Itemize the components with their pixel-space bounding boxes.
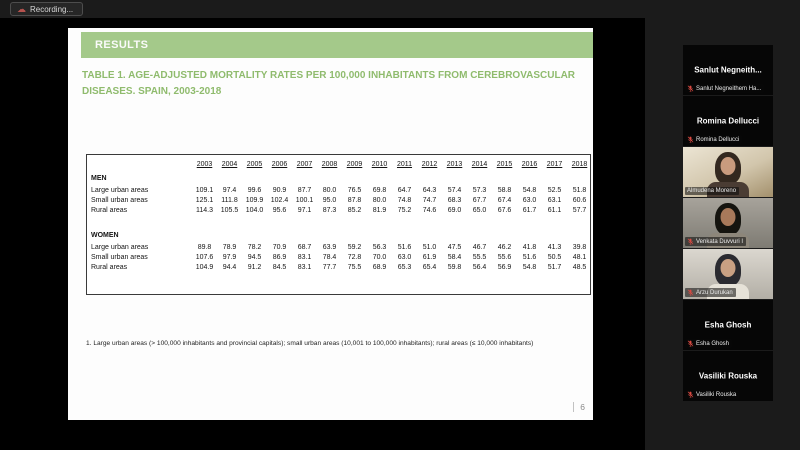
rate-value: 87.7 (297, 186, 312, 194)
rate-value: 57.4 (447, 186, 462, 194)
rate-value: 58.4 (447, 253, 462, 261)
year-header: 2008 (321, 161, 338, 168)
rate-value: 94.4 (222, 263, 237, 271)
rate-value: 87.8 (347, 196, 362, 204)
year-header: 2003 (196, 161, 213, 168)
slide-title: TABLE 1. AGE-ADJUSTED MORTALITY RATES PER 100,000 INHABITANTS FROM CEREBROVASCULAR DISEASES. SPAIN, 2003-2018 (82, 70, 576, 97)
year-header: 2013 (446, 161, 463, 168)
rate-value: 97.9 (222, 253, 237, 261)
rate-value: 90.9 (272, 186, 287, 194)
table-row (87, 242, 592, 252)
row-label: Rural areas (91, 263, 128, 271)
rate-value: 58.8 (497, 186, 512, 194)
rate-value: 59.2 (347, 243, 362, 251)
participant-name-tag (685, 390, 739, 399)
rate-value: 63.0 (522, 196, 537, 204)
rate-value: 81.9 (372, 206, 387, 214)
rate-value: 72.8 (347, 253, 362, 261)
rate-value: 94.5 (247, 253, 262, 261)
year-header: 2016 (521, 161, 538, 168)
rate-value: 57.3 (472, 186, 487, 194)
participant-name-tag (685, 288, 736, 297)
rate-value: 60.6 (572, 196, 587, 204)
rate-value: 67.7 (472, 196, 487, 204)
rate-value: 63.9 (322, 243, 337, 251)
rate-value: 61.1 (547, 206, 562, 214)
rate-value: 83.1 (297, 263, 312, 271)
rate-value: 104.9 (195, 263, 214, 271)
rate-value: 67.4 (497, 196, 512, 204)
table-row (87, 195, 592, 205)
slide-page-number (573, 402, 585, 412)
page-number-value: 6 (580, 402, 585, 412)
presentation-slide (68, 28, 593, 420)
year-header: 2010 (371, 161, 388, 168)
participant-name-tag (685, 135, 742, 144)
participant-tile[interactable] (683, 45, 773, 95)
rate-value: 65.3 (397, 263, 412, 271)
year-header: 2009 (346, 161, 363, 168)
recording-label: Recording... (30, 4, 74, 14)
rate-value: 86.9 (272, 253, 287, 261)
participant-name-tag (685, 187, 739, 195)
row-label: Small urban areas (91, 196, 148, 204)
muted-mic-icon (687, 136, 694, 143)
rate-value: 84.5 (272, 263, 287, 271)
row-label: Large urban areas (91, 243, 149, 251)
rate-value: 48.1 (572, 253, 587, 261)
screen-share-area (0, 18, 645, 450)
rate-value: 46.2 (497, 243, 512, 251)
rate-value: 56.4 (472, 263, 487, 271)
year-header: 2012 (421, 161, 438, 168)
rate-value: 104.0 (245, 206, 264, 214)
recording-indicator[interactable] (10, 2, 83, 16)
rate-value: 63.1 (547, 196, 562, 204)
rate-value: 70.9 (272, 243, 287, 251)
rate-value: 61.9 (422, 253, 437, 261)
participant-tile[interactable] (683, 96, 773, 146)
rate-value: 51.6 (397, 243, 412, 251)
top-bar (0, 0, 800, 18)
rate-value: 63.0 (397, 253, 412, 261)
rate-value: 64.7 (397, 186, 412, 194)
muted-mic-icon (687, 85, 694, 92)
participant-tiles (683, 45, 773, 402)
rate-value: 69.0 (447, 206, 462, 214)
participant-label: Romina Dellucci (696, 136, 740, 143)
rate-value: 64.3 (422, 186, 437, 194)
rate-value: 99.6 (247, 186, 262, 194)
participant-name: Romina Dellucci (696, 116, 760, 126)
slide-section-header: RESULTS (81, 32, 593, 58)
rate-value: 74.8 (397, 196, 412, 204)
row-label: Rural areas (91, 206, 128, 214)
rate-value: 68.7 (297, 243, 312, 251)
participant-label: Almudena Moreno (687, 188, 737, 194)
rate-value: 51.8 (572, 186, 587, 194)
rate-value: 52.5 (547, 186, 562, 194)
rate-value: 95.6 (272, 206, 287, 214)
year-header: 2006 (271, 161, 288, 168)
rate-value: 50.5 (547, 253, 562, 261)
person-head (721, 208, 736, 226)
rate-value: 68.9 (372, 263, 387, 271)
rate-value: 111.8 (221, 196, 238, 204)
year-header: 2005 (246, 161, 263, 168)
rate-value: 51.0 (422, 243, 437, 251)
participant-name: Esha Ghosh (704, 320, 752, 330)
rate-value: 109.9 (245, 196, 264, 204)
cloud-recording-icon: ☁ (17, 3, 26, 14)
rate-value: 59.8 (447, 263, 462, 271)
participant-tile[interactable] (683, 198, 773, 248)
slide-footnote: 1. Large urban areas (> 100,000 inhabitants and provincial capitals); small urban areas (10,001 to 100,000 inhabitants); rural areas (≤ 10,000 inhabitants) (86, 340, 534, 347)
person-head (721, 259, 736, 277)
rate-value: 78.2 (247, 243, 262, 251)
rate-value: 55.5 (472, 253, 487, 261)
row-label: Large urban areas (91, 186, 149, 194)
muted-mic-icon (687, 289, 694, 296)
muted-mic-icon (687, 238, 694, 245)
year-header: 2017 (546, 161, 563, 168)
participant-tile[interactable] (683, 147, 773, 197)
rate-value: 80.0 (372, 196, 387, 204)
rate-value: 85.2 (347, 206, 362, 214)
group-label: WOMEN (91, 231, 119, 239)
rate-value: 47.5 (447, 243, 462, 251)
rate-value: 100.1 (295, 196, 314, 204)
rate-value: 89.8 (197, 243, 212, 251)
rate-value: 109.1 (195, 186, 214, 194)
rate-value: 97.1 (297, 206, 312, 214)
participant-name: Vasiliki Rouska (698, 371, 758, 381)
rate-value: 75.2 (397, 206, 412, 214)
year-header: 2015 (496, 161, 513, 168)
rate-value: 51.7 (547, 263, 562, 271)
rate-value: 54.8 (522, 263, 537, 271)
rate-value: 78.9 (222, 243, 237, 251)
rate-value: 39.8 (572, 243, 587, 251)
rate-value: 114.3 (196, 206, 213, 214)
participant-name: Sanlut Negneith... (694, 65, 762, 75)
participant-name-tag (685, 237, 746, 246)
table-row (87, 185, 592, 195)
year-header: 2018 (571, 161, 588, 168)
participant-label: Venkata Duvvuri I (696, 238, 744, 245)
rate-value: 61.7 (522, 206, 537, 214)
participant-label: Vasiliki Rouska (696, 391, 737, 398)
row-label: Small urban areas (91, 253, 148, 261)
page-number-divider (573, 402, 574, 412)
rate-value: 46.7 (472, 243, 487, 251)
year-header: 2007 (296, 161, 313, 168)
person-head (721, 157, 736, 175)
rate-value: 54.8 (522, 186, 537, 194)
table-row (87, 252, 592, 262)
rate-value: 69.8 (372, 186, 387, 194)
rate-value: 70.0 (372, 253, 387, 261)
participant-label: Arzu Durukan (696, 289, 733, 296)
year-header: 2004 (221, 161, 238, 168)
muted-mic-icon (687, 391, 694, 398)
participants-sidebar (645, 18, 800, 450)
rate-value: 41.3 (547, 243, 562, 251)
rate-value: 57.7 (572, 206, 587, 214)
year-header: 2011 (396, 161, 413, 168)
rate-value: 75.5 (347, 263, 362, 271)
mortality-table-grid (87, 158, 592, 272)
year-header-blank (87, 158, 192, 171)
rate-value: 95.0 (322, 196, 337, 204)
table-spacer (87, 215, 592, 228)
rate-value: 56.9 (497, 263, 512, 271)
rate-value: 55.6 (497, 253, 512, 261)
participant-label: Esha Ghosh (696, 340, 730, 347)
rate-value: 74.7 (422, 196, 437, 204)
participant-tile[interactable] (683, 249, 773, 299)
rate-value: 97.4 (222, 186, 237, 194)
rate-value: 68.3 (447, 196, 462, 204)
rate-value: 48.5 (572, 263, 587, 271)
rate-value: 91.2 (247, 263, 262, 271)
rate-value: 65.0 (472, 206, 487, 214)
table-row (87, 205, 592, 215)
participant-tile[interactable] (683, 300, 773, 350)
participant-name-tag (685, 339, 732, 348)
rate-value: 78.4 (322, 253, 337, 261)
rate-value: 65.4 (422, 263, 437, 271)
rate-value: 51.6 (522, 253, 537, 261)
year-header: 2014 (471, 161, 488, 168)
rate-value: 56.3 (372, 243, 387, 251)
rate-value: 67.6 (497, 206, 512, 214)
rate-value: 80.0 (322, 186, 337, 194)
rate-value: 125.1 (195, 196, 214, 204)
participant-tile[interactable] (683, 351, 773, 401)
rate-value: 76.5 (347, 186, 362, 194)
rate-value: 74.6 (422, 206, 437, 214)
rate-value: 107.6 (195, 253, 214, 261)
participant-label: Sanlut Negneithem Ha... (696, 85, 762, 92)
group-label: MEN (91, 174, 107, 182)
rate-value: 41.8 (522, 243, 537, 251)
rate-value: 83.1 (297, 253, 312, 261)
muted-mic-icon (687, 340, 694, 347)
rate-value: 102.4 (270, 196, 289, 204)
table-row (87, 262, 592, 272)
rate-value: 87.3 (322, 206, 337, 214)
rate-value: 105.5 (220, 206, 239, 214)
mortality-table (86, 154, 591, 295)
participant-name-tag (685, 84, 764, 93)
rate-value: 77.7 (322, 263, 337, 271)
